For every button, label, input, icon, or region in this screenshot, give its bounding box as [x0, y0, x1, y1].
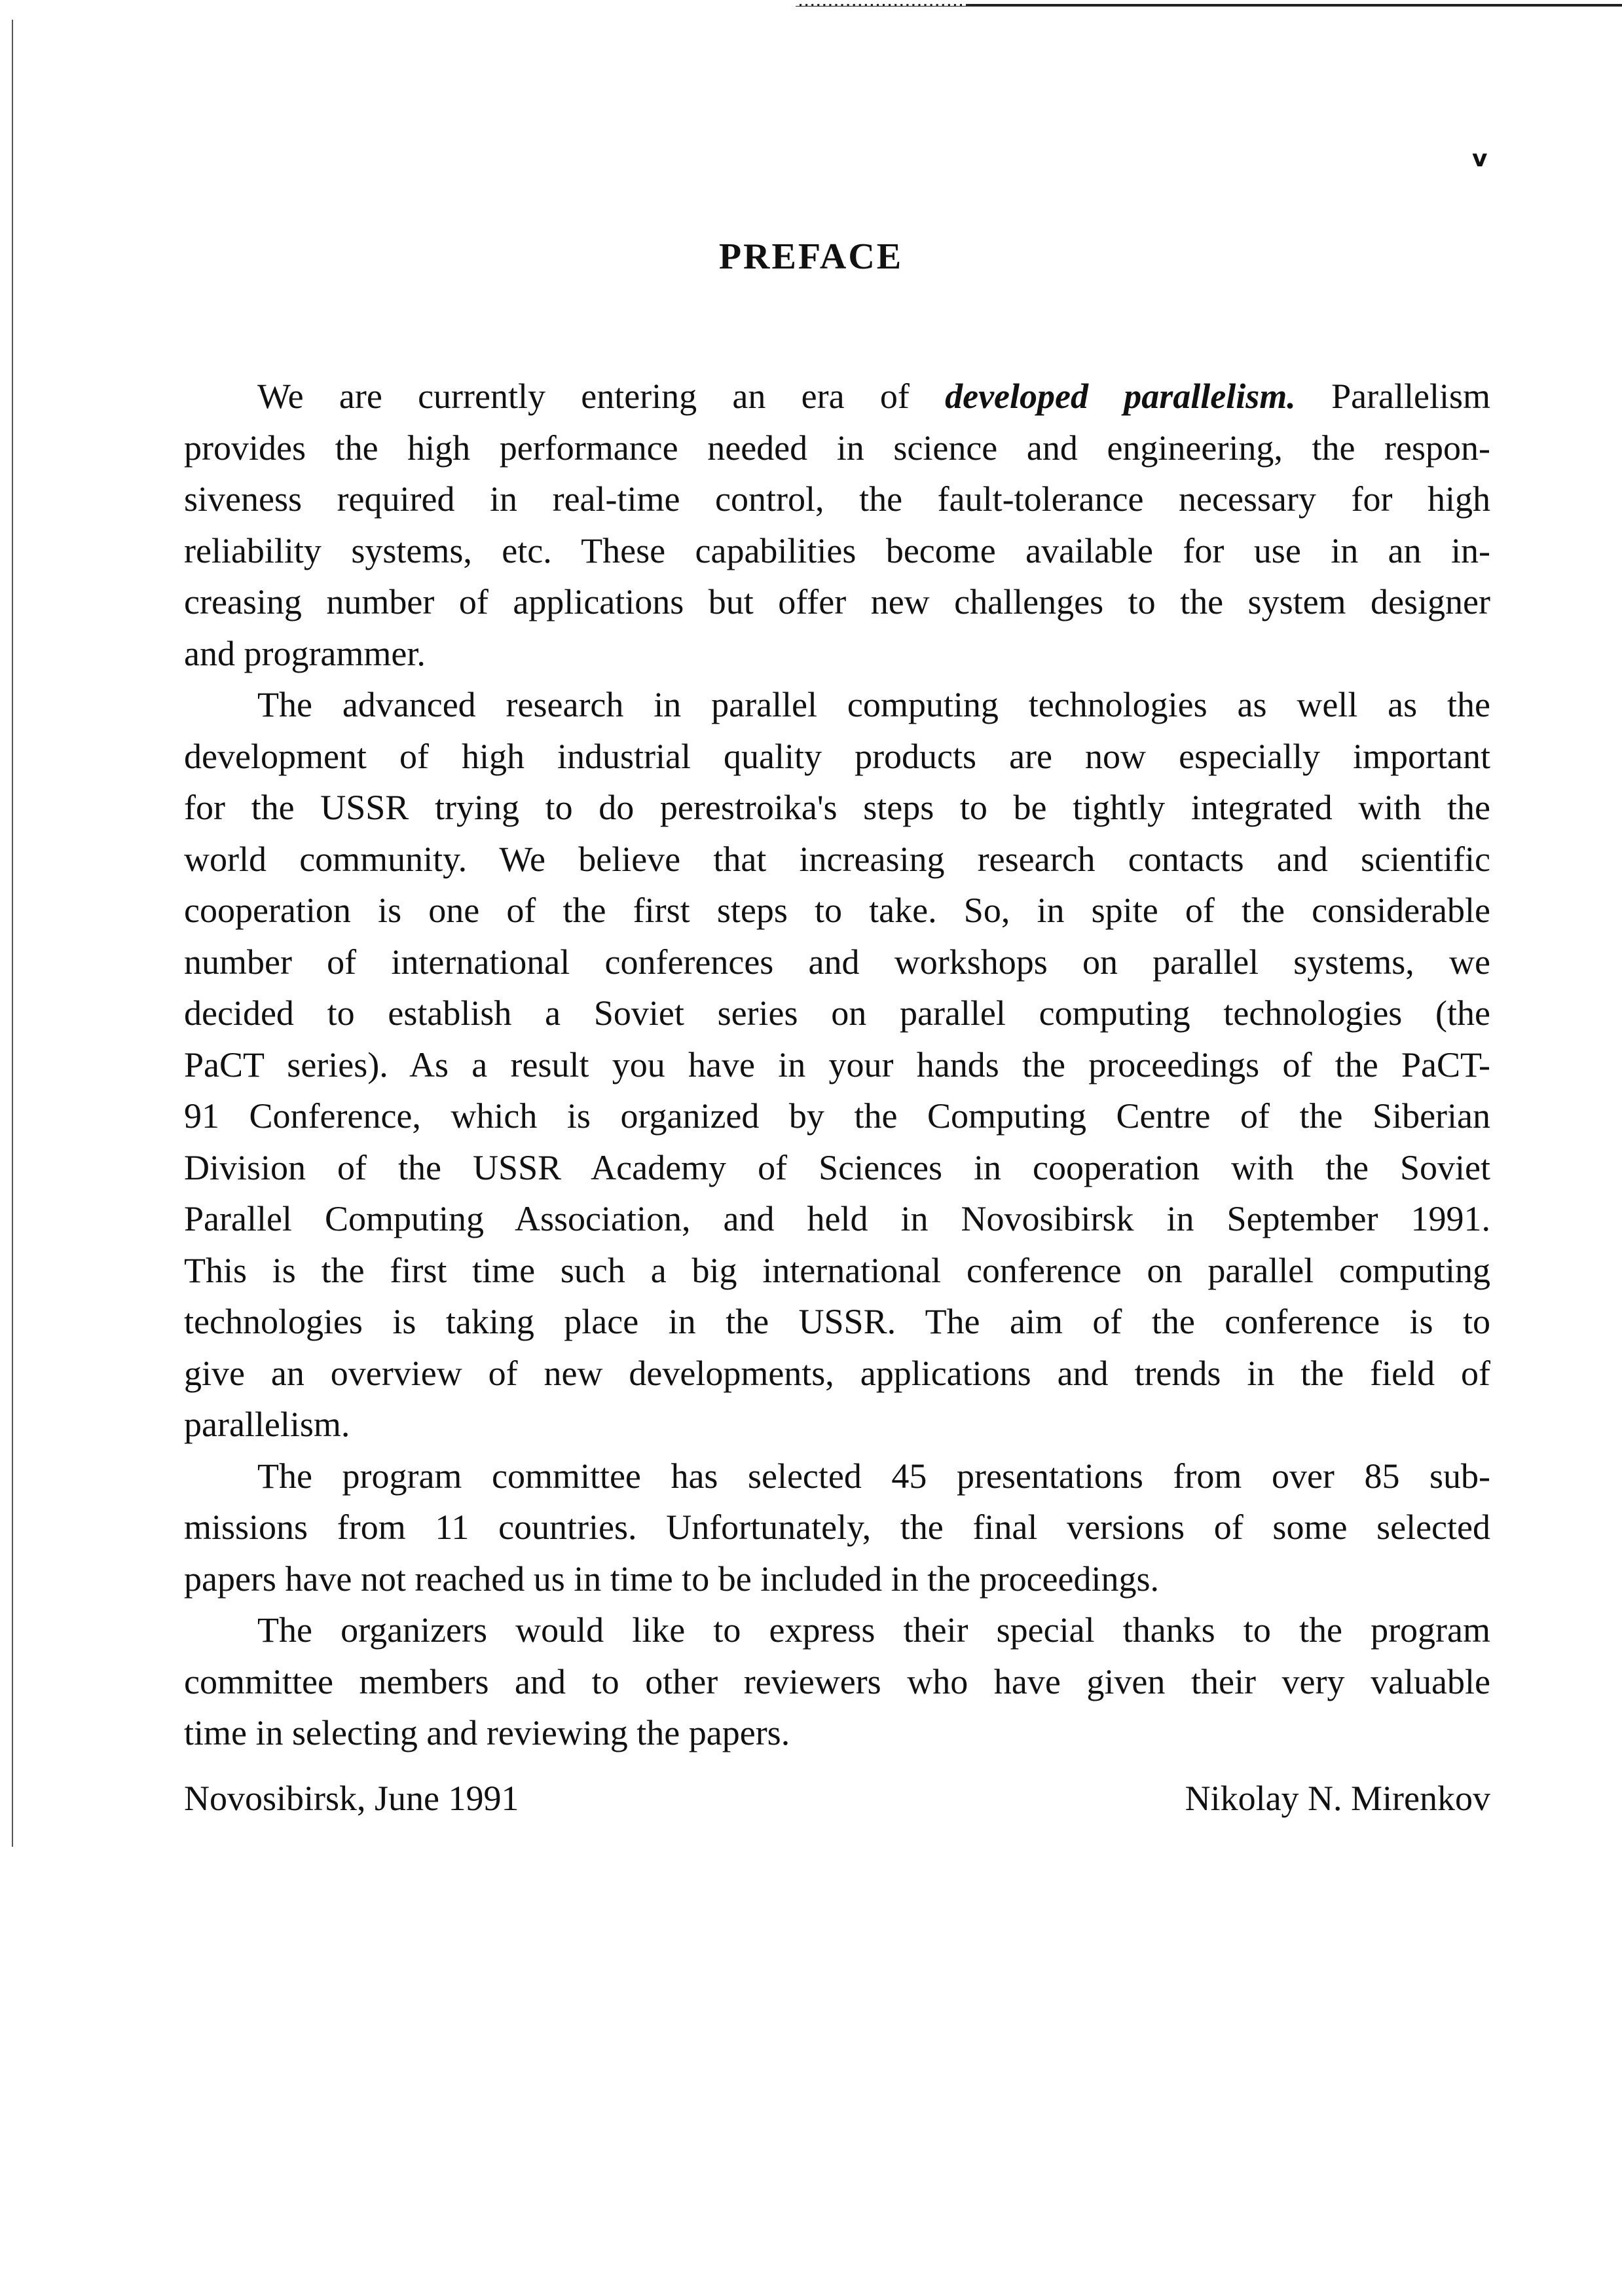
text-line: world community. We believe that increasing research contacts and scientific — [184, 839, 1490, 879]
text-segment: We are currently entering an era of — [257, 377, 910, 416]
text-line: decided to establish a Soviet series on parallel computing technologies (the — [184, 993, 1490, 1033]
text-line: and programmer. — [184, 633, 426, 673]
emphasis-text: developed parallelism. — [945, 377, 1296, 416]
text-line: number of international conferences and workshops on parallel systems, we — [184, 942, 1490, 982]
text-segment: Parallelism — [1331, 377, 1491, 416]
text-line: missions from 11 countries. Unfortunately, the final versions of some selected — [184, 1508, 1490, 1547]
text-line: give an overview of new developments, applications and trends in the field of — [184, 1353, 1490, 1393]
text-line: The advanced research in parallel computing technologies as well as the — [257, 685, 1490, 724]
text-line: development of high industrial quality products are now especially important — [184, 736, 1490, 776]
text-line: time in selecting and reviewing the papers. — [184, 1713, 790, 1752]
text-line: The organizers would like to express their special thanks to the program — [257, 1610, 1490, 1650]
text-line: provides the high performance needed in science and engineering, the respon- — [184, 428, 1490, 468]
text-line: PaCT series). As a result you have in your hands the proceedings of the PaCT- — [184, 1045, 1490, 1084]
text-line: cooperation is one of the first steps to take. So, in spite of the considerable — [184, 891, 1490, 930]
page-title: PREFACE — [718, 236, 904, 277]
text-line — [184, 371, 1490, 422]
text-line: siveness required in real-time control, the fault-tolerance necessary for high — [184, 479, 1490, 519]
signature-block — [184, 1778, 1490, 1819]
text-line: committee members and to other reviewers who have given their very valuable — [184, 1661, 1490, 1701]
text-line: This is the first time such a big international conference on parallel computing — [184, 1250, 1490, 1290]
author-name: Nikolay N. Mirenkov — [1185, 1779, 1490, 1818]
scan-edge-line — [12, 20, 13, 1847]
text-line: for the USSR trying to do perestroika's steps to be tightly integrated with the — [184, 788, 1490, 827]
text-line: Parallel Computing Association, and held in Novosibirsk in September 1991. — [184, 1199, 1490, 1238]
preface-body — [184, 371, 1490, 1759]
place-date: Novosibirsk, June 1991 — [184, 1779, 519, 1818]
text-line: The program committee has selected 45 presentations from over 85 sub- — [257, 1456, 1490, 1496]
text-line: reliability systems, etc. These capabilities become available for use in an in- — [184, 530, 1490, 570]
text-line: technologies is taking place in the USSR. The aim of the conference is to — [184, 1302, 1490, 1341]
text-line: 91 Conference, which is organized by the Computing Centre of the Siberian — [184, 1096, 1490, 1136]
text-line: Division of the USSR Academy of Sciences in cooperation with the Soviet — [184, 1147, 1490, 1187]
text-line: parallelism. — [184, 1405, 350, 1444]
page-number: v — [1472, 145, 1488, 172]
text-line: papers have not reached us in time to be included in the proceedings. — [184, 1559, 1160, 1599]
top-rule-dashes — [796, 4, 966, 6]
text-line: creasing number of applications but offer new challenges to the system designer — [184, 582, 1490, 621]
